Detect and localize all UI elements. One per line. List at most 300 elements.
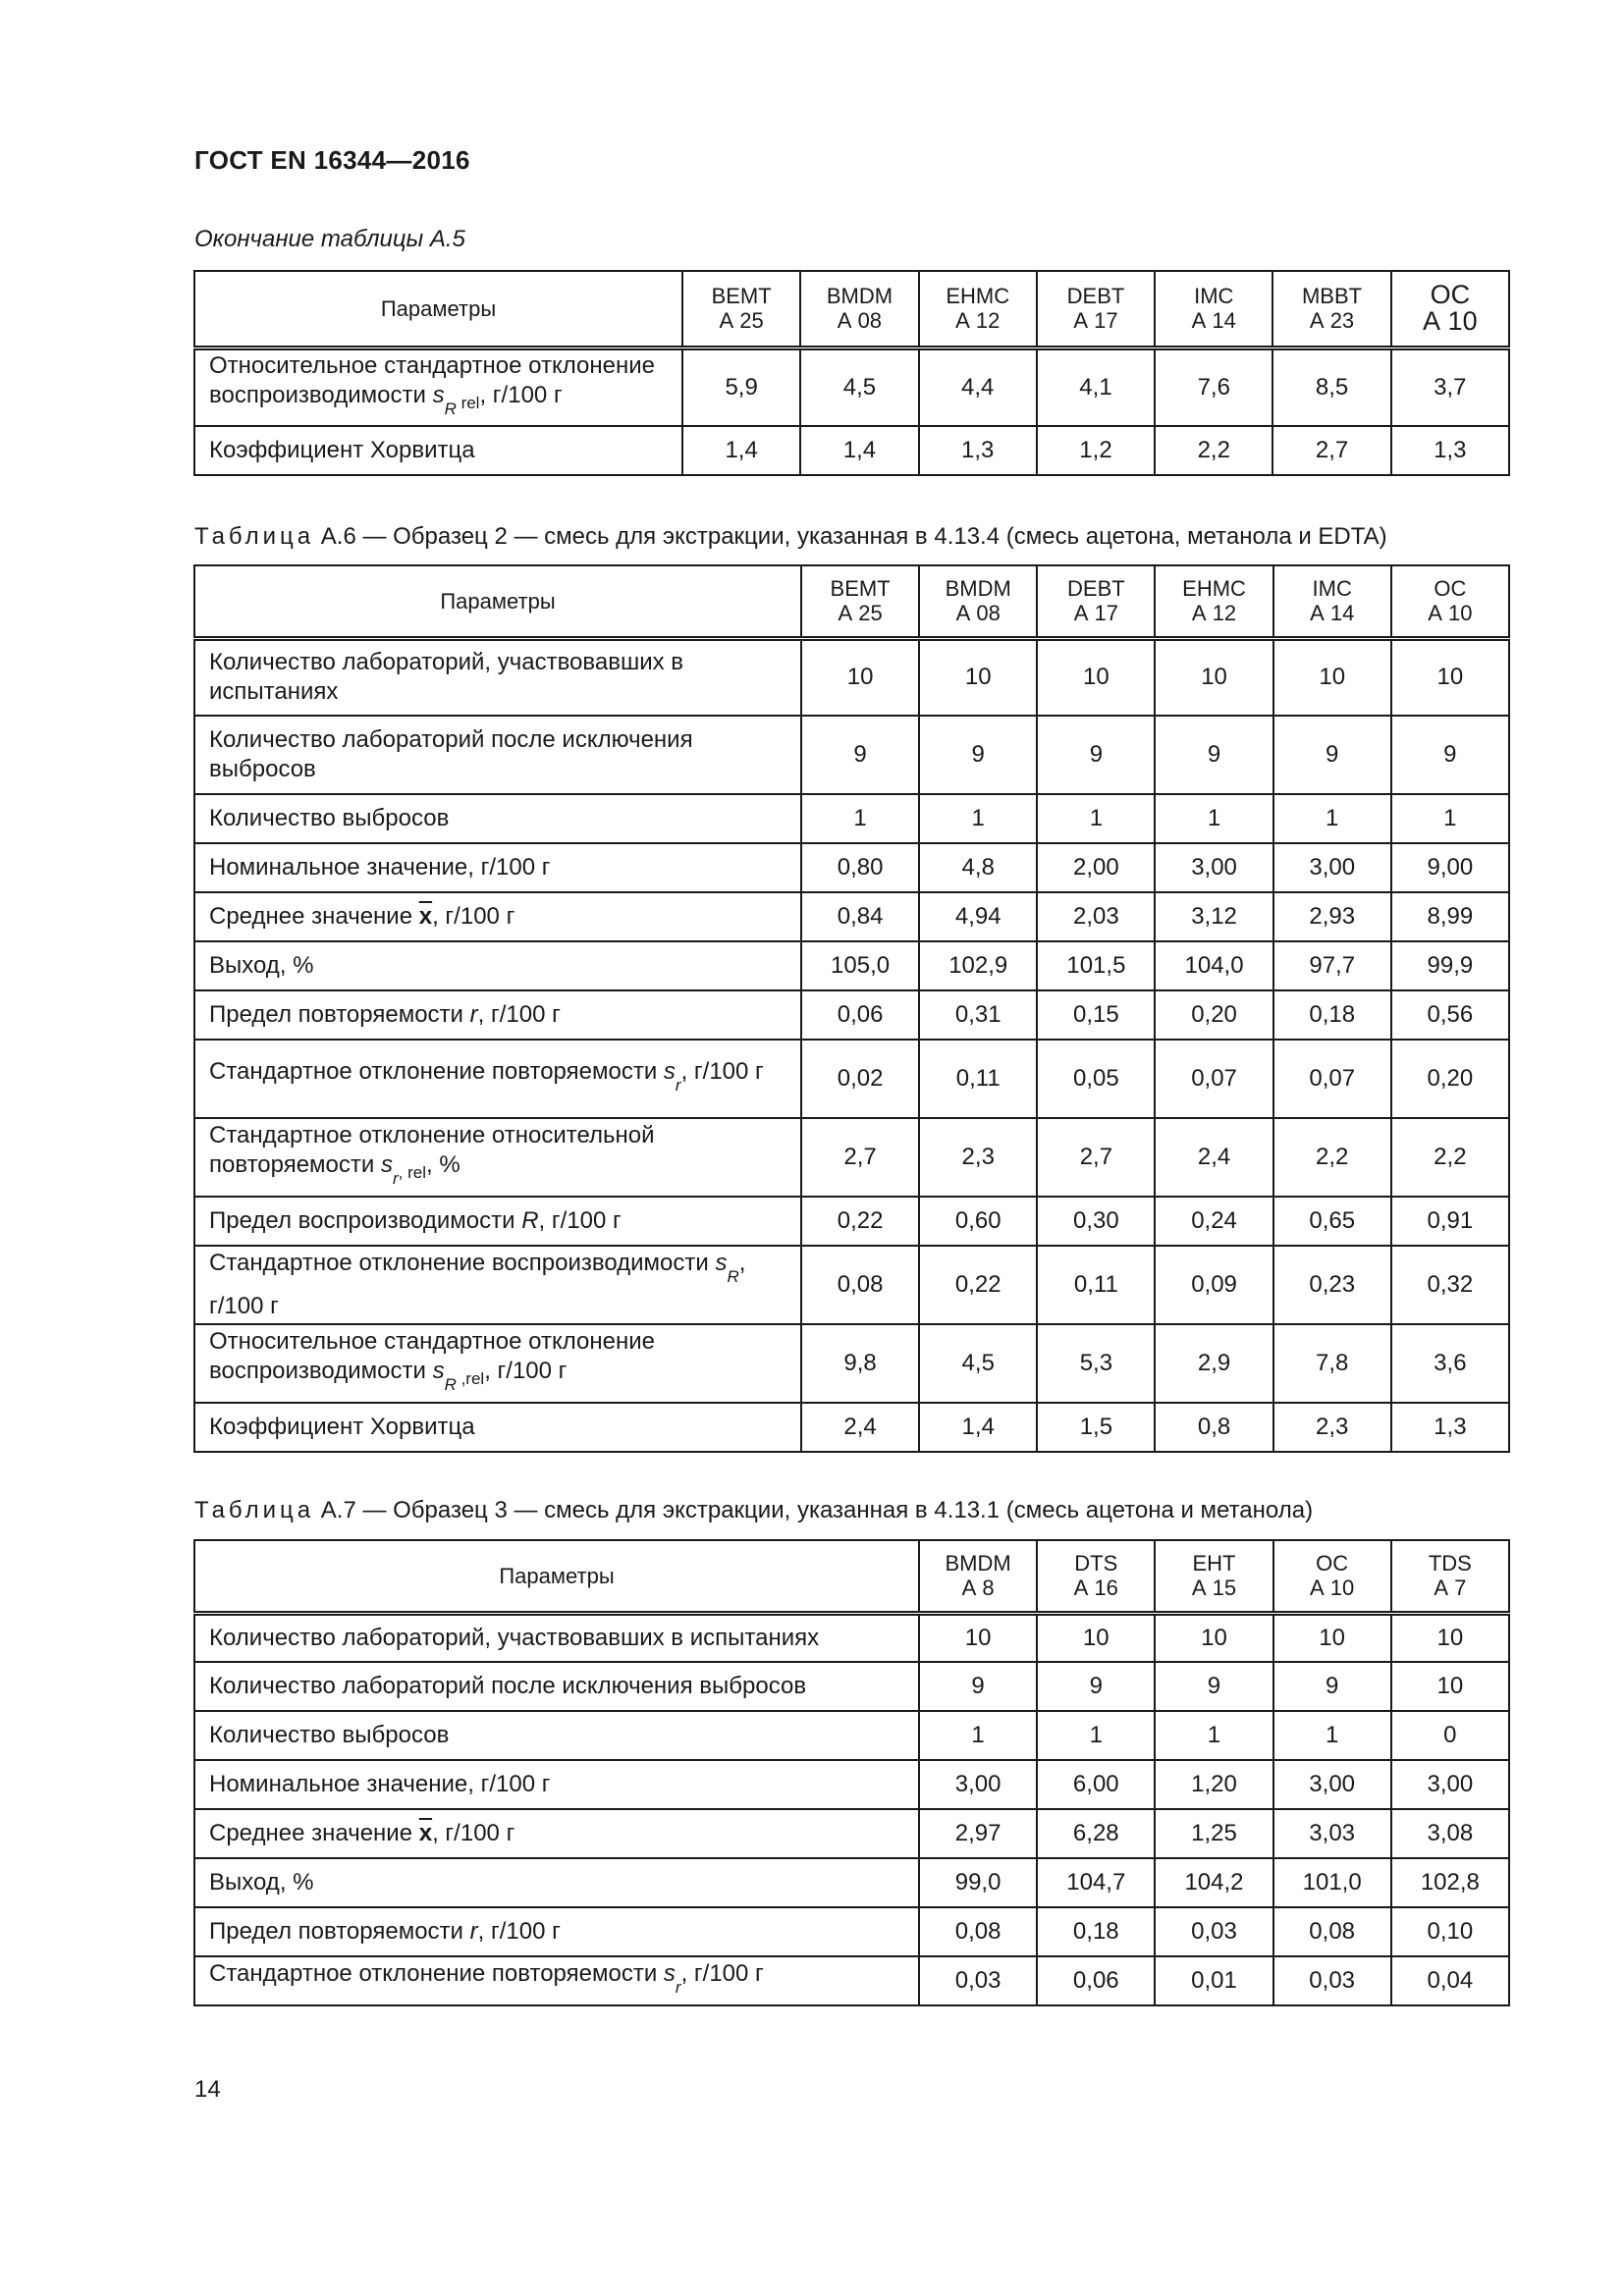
param-subscript-symbol: R	[727, 1267, 739, 1286]
table-row	[194, 1118, 1509, 1197]
table-row	[194, 892, 1509, 941]
column-header-name: OC	[1434, 576, 1467, 602]
table-a7-caption-label: Таблица	[194, 1497, 315, 1523]
param-label-text: Стандартное отклонение повторяемости	[209, 1960, 664, 1987]
value-cell: 1,2	[1037, 426, 1155, 475]
value-cell: 10	[919, 638, 1037, 716]
table-row	[194, 1246, 1509, 1324]
mean-symbol: $\overline{x}$	[418, 903, 433, 930]
column-header-name: BMDM	[826, 284, 893, 309]
value-cell: 5,9	[682, 347, 800, 426]
value-cell: 0,09	[1155, 1246, 1272, 1324]
param-cell	[194, 1324, 801, 1403]
column-header-name: MBBT	[1301, 284, 1363, 309]
param-label-unit: , %	[426, 1151, 460, 1178]
value-cell: 99,9	[1391, 941, 1509, 990]
value-cell: 97,7	[1273, 941, 1391, 990]
table-row	[194, 794, 1509, 843]
table-header	[194, 1540, 1509, 1613]
param-symbol: s	[663, 1058, 676, 1085]
table-a6	[193, 564, 1510, 1453]
column-header-code: А 7	[1434, 1575, 1467, 1601]
value-cell: 4,1	[1037, 347, 1155, 426]
column-header	[1391, 271, 1509, 347]
param-label-unit: , г/100 г	[538, 1207, 622, 1234]
value-cell: 0,22	[919, 1246, 1037, 1324]
column-header-name: EHT	[1192, 1551, 1236, 1576]
value-cell: 0,03	[919, 1956, 1037, 2005]
value-cell: 1	[1155, 794, 1272, 843]
table-row	[194, 1956, 1509, 2005]
value-cell: 9,8	[801, 1324, 919, 1403]
header-row	[194, 565, 1509, 638]
column-header	[1273, 565, 1391, 638]
column-header-code: А 25	[719, 308, 764, 334]
value-cell: 10	[801, 638, 919, 716]
column-header	[800, 271, 918, 347]
value-cell: 1	[1037, 794, 1155, 843]
header-row	[194, 271, 1509, 347]
value-cell: 0,91	[1391, 1197, 1509, 1246]
value-cell: 1,4	[800, 426, 918, 475]
value-cell: 4,4	[919, 347, 1037, 426]
param-cell: Количество выбросов	[194, 794, 801, 843]
value-cell: 9	[801, 716, 919, 794]
param-symbol: s	[663, 1960, 676, 1987]
column-header-name: BMDM	[945, 576, 1011, 602]
column-header	[1155, 271, 1272, 347]
column-header	[1273, 1540, 1391, 1613]
value-cell: 7,8	[1273, 1324, 1391, 1403]
value-cell: 2,2	[1391, 1118, 1509, 1197]
value-cell: 1,4	[919, 1403, 1037, 1452]
value-cell: 10	[1037, 638, 1155, 716]
value-cell: 10	[1391, 638, 1509, 716]
column-header	[801, 565, 919, 638]
column-header-code: А 17	[1073, 308, 1118, 334]
value-cell: 3,12	[1155, 892, 1272, 941]
value-cell: 0,03	[1273, 1956, 1391, 2005]
value-cell: 4,5	[800, 347, 918, 426]
column-header-name: DEBT	[1067, 576, 1125, 602]
param-subscript-text: ,rel	[456, 1369, 485, 1388]
table-row	[194, 990, 1509, 1040]
column-header-code: А 08	[837, 308, 883, 334]
column-header-name: IMC	[1194, 284, 1234, 309]
value-cell: 9,00	[1391, 843, 1509, 892]
table-row	[194, 1197, 1509, 1246]
value-cell: 1,3	[1391, 426, 1509, 475]
value-cell: 2,7	[1272, 426, 1390, 475]
value-cell: 1,3	[1391, 1403, 1509, 1452]
value-cell: 1,5	[1037, 1403, 1155, 1452]
value-cell: 9	[1273, 1662, 1391, 1711]
param-column-header: Параметры	[194, 1540, 919, 1613]
param-label-text: Стандартное отклонение повторяемости	[209, 1058, 664, 1085]
param-cell: Количество выбросов	[194, 1711, 919, 1760]
param-cell	[194, 892, 801, 941]
param-cell	[194, 990, 801, 1040]
value-cell: 2,3	[1273, 1403, 1391, 1452]
table-row	[194, 1760, 1509, 1809]
value-cell: 2,2	[1155, 426, 1272, 475]
value-cell: 3,00	[919, 1760, 1037, 1809]
header-row	[194, 1540, 1509, 1613]
param-cell: Количество лабораторий после исключения выбросов	[194, 1662, 919, 1711]
column-header-code: А 12	[955, 308, 1001, 334]
table-row	[194, 1809, 1509, 1858]
column-header	[682, 271, 800, 347]
param-label-unit: , г/100 г	[680, 1058, 764, 1085]
value-cell: 3,00	[1391, 1760, 1509, 1809]
table-row	[194, 1324, 1509, 1403]
column-header-name: OC	[1430, 280, 1471, 310]
value-cell: 3,08	[1391, 1809, 1509, 1858]
value-cell: 0,02	[801, 1040, 919, 1118]
param-label-text: Среднее значение	[209, 903, 419, 930]
column-header-code: А 16	[1073, 1575, 1118, 1601]
column-header-name: OC	[1316, 1551, 1349, 1576]
value-cell: 1	[1273, 1711, 1391, 1760]
value-cell: 2,93	[1273, 892, 1391, 941]
value-cell: 9	[919, 1662, 1037, 1711]
param-subscript	[444, 1369, 485, 1394]
param-cell: Количество лабораторий после исключения выбросов	[194, 716, 801, 794]
value-cell: 8,5	[1272, 347, 1390, 426]
value-cell: 1	[919, 794, 1037, 843]
value-cell: 0,15	[1037, 990, 1155, 1040]
value-cell: 1	[1037, 1711, 1155, 1760]
value-cell: 0,08	[1273, 1907, 1391, 1956]
param-label-unit: , г/100 г	[209, 1250, 746, 1319]
value-cell: 10	[1391, 1613, 1509, 1662]
value-cell: 10	[1273, 638, 1391, 716]
value-cell: 3,7	[1391, 347, 1509, 426]
value-cell: 9	[1155, 716, 1272, 794]
value-cell: 101,5	[1037, 941, 1155, 990]
value-cell: 9	[1037, 1662, 1155, 1711]
param-symbol: r	[469, 1001, 478, 1028]
table-header	[194, 271, 1509, 347]
column-header	[919, 271, 1037, 347]
value-cell: 0,80	[801, 843, 919, 892]
value-cell: 1	[1155, 1711, 1272, 1760]
value-cell: 3,00	[1273, 1760, 1391, 1809]
value-cell: 2,00	[1037, 843, 1155, 892]
column-header	[919, 1540, 1037, 1613]
value-cell: 3,6	[1391, 1324, 1509, 1403]
table-a6-caption-label: Таблица	[194, 523, 315, 550]
value-cell: 7,6	[1155, 347, 1272, 426]
column-header-name: DTS	[1074, 1551, 1118, 1576]
param-cell: Выход, %	[194, 941, 801, 990]
value-cell: 1,3	[919, 426, 1037, 475]
column-header	[1155, 1540, 1272, 1613]
table-a5	[193, 270, 1510, 476]
value-cell: 9	[919, 716, 1037, 794]
table-row	[194, 1858, 1509, 1907]
value-cell: 2,9	[1155, 1324, 1272, 1403]
value-cell: 9	[1391, 716, 1509, 794]
param-cell	[194, 1118, 801, 1197]
value-cell: 0,18	[1037, 1907, 1155, 1956]
value-cell: 4,5	[919, 1324, 1037, 1403]
mean-symbol: $\overline{x}$	[418, 1820, 433, 1846]
value-cell: 102,9	[919, 941, 1037, 990]
value-cell: 0,32	[1391, 1246, 1509, 1324]
table-row	[194, 1907, 1509, 1956]
param-cell: Количество лабораторий, участвовавших в испытаниях	[194, 1613, 919, 1662]
value-cell: 0	[1391, 1711, 1509, 1760]
param-label-text: Предел воспроизводимости	[209, 1207, 522, 1234]
table-row	[194, 1613, 1509, 1662]
table-body	[194, 638, 1509, 1452]
value-cell: 1	[1391, 794, 1509, 843]
value-cell: 0,04	[1391, 1956, 1509, 2005]
param-subscript	[392, 1163, 426, 1188]
param-label-unit: , г/100 г	[477, 1918, 561, 1945]
table-a6-caption	[194, 523, 1387, 551]
value-cell: 8,99	[1391, 892, 1509, 941]
value-cell: 3,00	[1155, 843, 1272, 892]
param-cell	[194, 347, 682, 426]
column-header-code: А 23	[1309, 308, 1355, 334]
param-label-unit: , г/100 г	[680, 1960, 764, 1987]
table-row	[194, 1403, 1509, 1452]
column-header-name: EHMC	[946, 284, 1010, 309]
value-cell: 0,31	[919, 990, 1037, 1040]
column-header-name: DEBT	[1066, 284, 1125, 309]
table-a7	[193, 1539, 1510, 2006]
column-header-code: А 10	[1423, 306, 1478, 337]
value-cell: 102,8	[1391, 1858, 1509, 1907]
value-cell: 0,11	[1037, 1246, 1155, 1324]
column-header-code: А 14	[1310, 601, 1355, 626]
param-cell: Коэффициент Хорвитца	[194, 426, 682, 475]
column-header	[1391, 565, 1509, 638]
value-cell: 2,3	[919, 1118, 1037, 1197]
param-cell	[194, 1956, 919, 2005]
value-cell: 9	[1037, 716, 1155, 794]
param-label-text: Среднее значение	[209, 1820, 419, 1846]
value-cell: 101,0	[1273, 1858, 1391, 1907]
param-subscript	[727, 1261, 739, 1286]
value-cell: 2,2	[1273, 1118, 1391, 1197]
column-header	[1155, 565, 1272, 638]
param-subscript	[444, 393, 480, 418]
value-cell: 0,07	[1273, 1040, 1391, 1118]
param-subscript-symbol: r	[675, 1076, 681, 1095]
value-cell: 0,60	[919, 1197, 1037, 1246]
column-header	[1272, 271, 1390, 347]
param-cell: Номинальное значение, г/100 г	[194, 843, 801, 892]
value-cell: 104,0	[1155, 941, 1272, 990]
value-cell: 6,00	[1037, 1760, 1155, 1809]
param-label-text: Предел повторяемости	[209, 1001, 470, 1028]
param-label-text: Стандартное отклонение воспроизводимости	[209, 1250, 716, 1276]
param-cell: Коэффициент Хорвитца	[194, 1403, 801, 1452]
value-cell: 1	[1273, 794, 1391, 843]
column-header	[1037, 565, 1155, 638]
value-cell: 2,03	[1037, 892, 1155, 941]
column-header-code: А 14	[1191, 308, 1236, 334]
param-symbol: r	[469, 1918, 478, 1945]
value-cell: 0,08	[919, 1907, 1037, 1956]
value-cell: 4,94	[919, 892, 1037, 941]
column-header-code: А 25	[838, 601, 883, 626]
table-body	[194, 1613, 1509, 2005]
value-cell: 0,20	[1391, 1040, 1509, 1118]
value-cell: 1,25	[1155, 1809, 1272, 1858]
value-cell: 10	[1037, 1613, 1155, 1662]
value-cell: 2,7	[801, 1118, 919, 1197]
value-cell: 2,4	[1155, 1118, 1272, 1197]
column-header-code: А 10	[1428, 601, 1473, 626]
table-row	[194, 716, 1509, 794]
value-cell: 0,01	[1155, 1956, 1272, 2005]
value-cell: 9	[1155, 1662, 1272, 1711]
page-number: 14	[194, 2076, 221, 2103]
value-cell: 10	[919, 1613, 1037, 1662]
value-cell: 2,4	[801, 1403, 919, 1452]
table-a5-caption: Окончание таблицы А.5	[194, 226, 465, 252]
value-cell: 0,22	[801, 1197, 919, 1246]
value-cell: 2,7	[1037, 1118, 1155, 1197]
table-row	[194, 638, 1509, 716]
table-row	[194, 1040, 1509, 1118]
param-symbol: s	[715, 1250, 728, 1276]
column-header-name: BMDM	[945, 1551, 1011, 1576]
param-subscript-text: , rel	[398, 1163, 426, 1182]
param-column-header: Параметры	[194, 271, 682, 347]
param-label-unit: , г/100 г	[432, 1820, 515, 1846]
value-cell: 104,7	[1037, 1858, 1155, 1907]
param-label-unit: , г/100 г	[477, 1001, 561, 1028]
document-title: ГОСТ EN 16344—2016	[194, 145, 470, 175]
table-row	[194, 843, 1509, 892]
column-header	[1391, 1540, 1509, 1613]
param-label-text: Относительное стандартное отклонение воспроизводимости	[209, 1328, 655, 1384]
column-header-name: BEMT	[830, 576, 891, 602]
table-row	[194, 1662, 1509, 1711]
column-header-code: А 10	[1310, 1575, 1355, 1601]
param-cell	[194, 1907, 919, 1956]
column-header-name: EHMC	[1182, 576, 1246, 602]
value-cell: 0,56	[1391, 990, 1509, 1040]
value-cell: 10	[1155, 1613, 1272, 1662]
value-cell: 6,28	[1037, 1809, 1155, 1858]
value-cell: 0,65	[1273, 1197, 1391, 1246]
table-row	[194, 347, 1509, 426]
column-header	[919, 565, 1037, 638]
value-cell: 105,0	[801, 941, 919, 990]
param-label-text: Стандартное отклонение относительной повторяемости	[209, 1122, 655, 1178]
param-cell	[194, 1197, 801, 1246]
column-header-name: TDS	[1428, 1551, 1472, 1576]
value-cell: 9	[1273, 716, 1391, 794]
value-cell: 0,06	[801, 990, 919, 1040]
value-cell: 3,03	[1273, 1809, 1391, 1858]
param-label-text: Предел повторяемости	[209, 1918, 470, 1945]
table-a7-caption-text: А.7 — Образец 3 — смесь для экстракции, указанная в 4.13.1 (смесь ацетона и метанола)	[314, 1497, 1314, 1523]
value-cell: 1,4	[682, 426, 800, 475]
table-body	[194, 347, 1509, 475]
column-header-code: А 08	[955, 601, 1001, 626]
param-label-text: Относительное стандартное отклонение воспроизводимости	[209, 351, 655, 408]
table-row	[194, 1711, 1509, 1760]
param-label-unit: , г/100 г	[484, 1358, 568, 1384]
value-cell: 1	[801, 794, 919, 843]
value-cell: 0,18	[1273, 990, 1391, 1040]
value-cell: 4,8	[919, 843, 1037, 892]
column-header-code: А 8	[961, 1575, 995, 1601]
param-cell: Выход, %	[194, 1858, 919, 1907]
param-cell: Номинальное значение, г/100 г	[194, 1760, 919, 1809]
param-subscript-symbol: r	[675, 1978, 681, 1997]
param-symbol: s	[432, 1358, 445, 1384]
value-cell: 0,23	[1273, 1246, 1391, 1324]
value-cell: 10	[1391, 1662, 1509, 1711]
param-symbol: s	[432, 381, 445, 408]
column-header-code: А 17	[1073, 601, 1119, 626]
value-cell: 104,2	[1155, 1858, 1272, 1907]
column-header-name: BEMT	[711, 284, 772, 309]
param-subscript-symbol: R	[444, 399, 457, 418]
value-cell: 0,84	[801, 892, 919, 941]
value-cell: 1	[919, 1711, 1037, 1760]
table-a7-caption	[194, 1497, 1313, 1524]
value-cell: 1,20	[1155, 1760, 1272, 1809]
param-subscript-symbol: R	[444, 1375, 457, 1394]
column-header	[1037, 271, 1155, 347]
value-cell: 0,8	[1155, 1403, 1272, 1452]
value-cell: 0,05	[1037, 1040, 1155, 1118]
value-cell: 0,06	[1037, 1956, 1155, 2005]
table-row	[194, 941, 1509, 990]
column-header-code: А 12	[1191, 601, 1237, 626]
value-cell: 0,11	[919, 1040, 1037, 1118]
value-cell: 10	[1273, 1613, 1391, 1662]
value-cell: 0,24	[1155, 1197, 1272, 1246]
column-header-code: А 15	[1191, 1575, 1237, 1601]
param-label-unit: , г/100 г	[432, 903, 515, 930]
value-cell: 99,0	[919, 1858, 1037, 1907]
param-cell	[194, 1809, 919, 1858]
param-label-unit: , г/100 г	[479, 381, 563, 408]
param-symbol: s	[380, 1151, 393, 1178]
column-header	[1037, 1540, 1155, 1613]
column-header-name: IMC	[1312, 576, 1352, 602]
value-cell: 0,07	[1155, 1040, 1272, 1118]
param-symbol: R	[521, 1207, 539, 1234]
param-subscript-symbol: r	[392, 1169, 399, 1188]
value-cell: 0,10	[1391, 1907, 1509, 1956]
param-cell: Количество лабораторий, участвовавших в испытаниях	[194, 638, 801, 716]
value-cell: 0,30	[1037, 1197, 1155, 1246]
table-header	[194, 565, 1509, 638]
table-a6-caption-text: А.6 — Образец 2 — смесь для экстракции, указанная в 4.13.4 (смесь ацетона, метанола и EDTA)	[314, 523, 1387, 550]
value-cell: 5,3	[1037, 1324, 1155, 1403]
value-cell: 3,00	[1273, 843, 1391, 892]
table-row	[194, 426, 1509, 475]
value-cell: 0,20	[1155, 990, 1272, 1040]
value-cell: 0,03	[1155, 1907, 1272, 1956]
value-cell: 2,97	[919, 1809, 1037, 1858]
param-cell	[194, 1246, 801, 1324]
param-cell	[194, 1040, 801, 1118]
value-cell: 0,08	[801, 1246, 919, 1324]
value-cell: 10	[1155, 638, 1272, 716]
